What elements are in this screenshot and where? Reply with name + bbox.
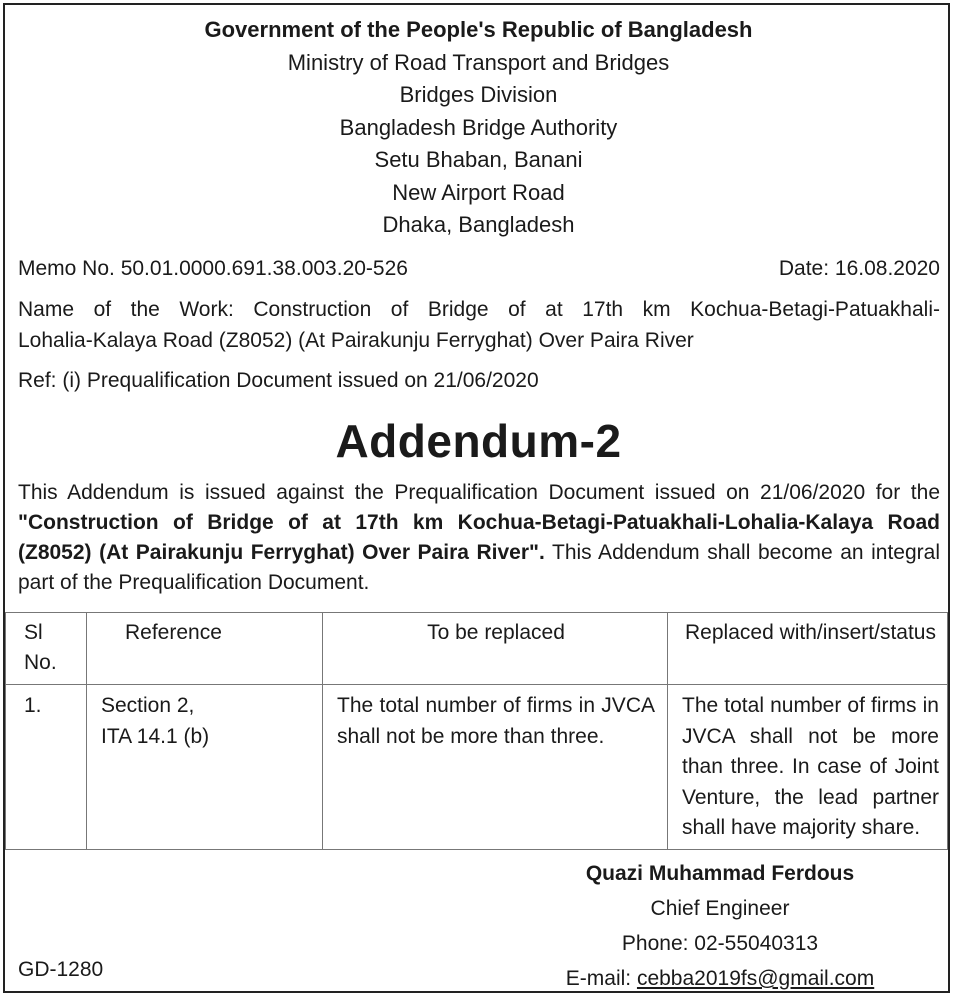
- reference-line: Ref: (i) Prequalification Document issued on 21/06/2020: [18, 369, 539, 392]
- building-address: Setu Bhaban, Banani: [374, 147, 583, 172]
- email-link[interactable]: cebba2019fs@gmail.com: [636, 967, 875, 990]
- row-to-be-replaced: The total number of firms in JVCA shall not be more than three.: [323, 685, 668, 850]
- signatory-phone: Phone: 02-55040313: [621, 932, 819, 955]
- table-row: [6, 685, 948, 850]
- row-reference: Section 2, ITA 14.1 (b): [87, 685, 323, 850]
- memo-number: Memo No. 50.01.0000.691.38.003.20-526: [18, 257, 408, 280]
- signature-block: [520, 856, 920, 996]
- signatory-name: Quazi Muhammad Ferdous: [585, 862, 855, 885]
- memo-date: Date: 16.08.2020: [778, 257, 940, 280]
- body-intro: This Addendum is issued against the Prequalification Document issued on 21/06/2020 for the: [18, 481, 940, 504]
- letterhead: [0, 14, 957, 242]
- work-name-line-1: Name of the Work: Construction of Bridge of at 17th km Kochua-Betagi-Patuakhali-: [18, 298, 940, 321]
- row-sl: 1.: [6, 685, 87, 850]
- authority-name: Bangladesh Bridge Authority: [339, 114, 618, 140]
- header-sl-no: Sl No.: [6, 613, 87, 685]
- addendum-body: [18, 478, 940, 598]
- work-name-line-2: Lohalia-Kalaya Road (Z8052) (At Pairakunju Ferryghat) Over Paira River: [18, 329, 694, 352]
- row-replaced-with: The total number of firms in JVCA shall not be more than three. In case of Joint Venture, the lead partner shall have majority share.: [668, 685, 948, 850]
- gd-number: GD-1280: [18, 958, 104, 981]
- work-name: [18, 294, 940, 356]
- body-project-name: "Construction of Bridge of at 17th km Kochua-Betagi-Patuakhali-Lohalia-Kalaya Road (Z8052) (At Pairakunju Ferryghat) Over Paira River".: [18, 511, 940, 564]
- road-address: New Airport Road: [392, 179, 565, 205]
- memo-row: [18, 257, 940, 281]
- signatory-designation: Chief Engineer: [650, 897, 790, 920]
- signatory-email: [520, 961, 920, 996]
- header-reference: Reference: [87, 613, 323, 685]
- addendum-title: Addendum-2: [335, 415, 622, 467]
- header-to-be-replaced: To be replaced: [323, 613, 668, 685]
- ministry-name: Ministry of Road Transport and Bridges: [287, 49, 670, 75]
- header-replaced-with: Replaced with/insert/status: [668, 613, 948, 685]
- email-label: E-mail:: [565, 967, 637, 990]
- table-header-row: [6, 613, 948, 685]
- amendment-table: [5, 612, 948, 850]
- body-outro: This Addendum shall become an integral part of the Prequalification Document.: [18, 541, 940, 594]
- division-name: Bridges Division: [399, 82, 558, 107]
- city-address: Dhaka, Bangladesh: [382, 212, 575, 237]
- government-name: Government of the People's Republic of Bangladesh: [204, 17, 753, 42]
